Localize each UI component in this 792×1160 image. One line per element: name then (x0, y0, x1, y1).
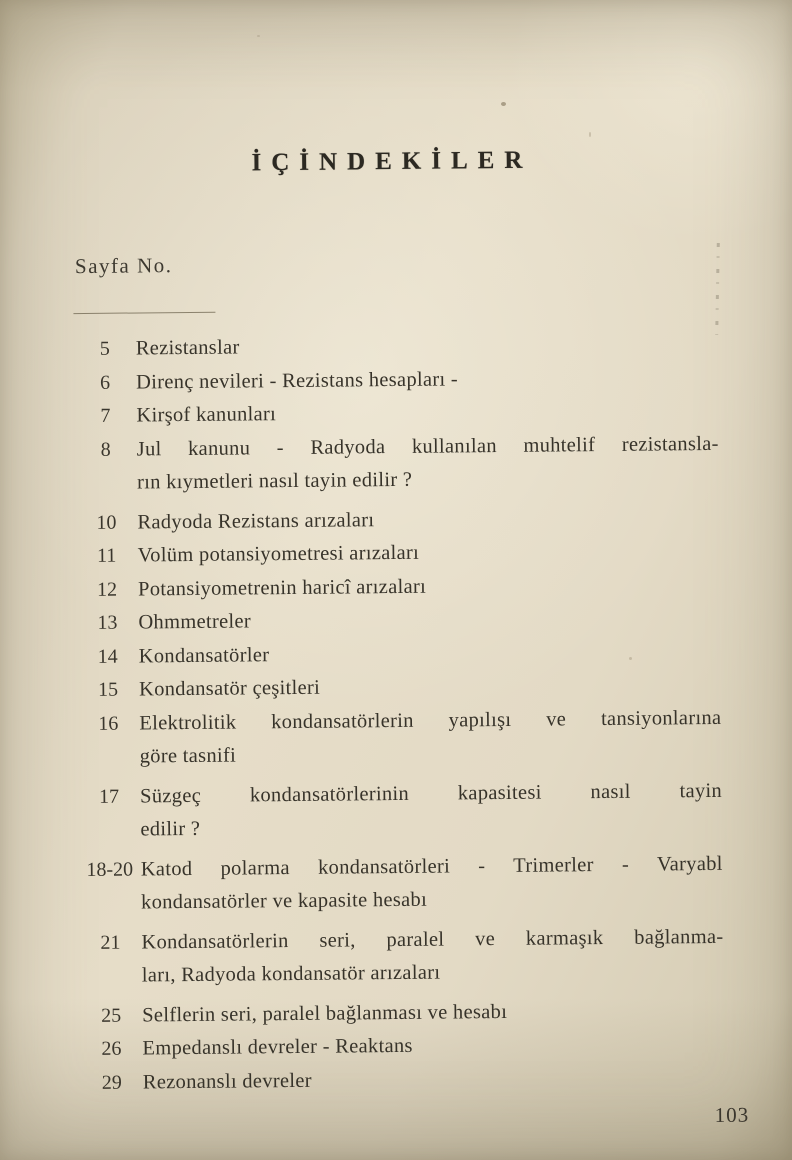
entry-title (136, 327, 718, 366)
folio-page-number: 103 (714, 1102, 750, 1127)
entry-line: Katod polarma kondansatörleri - Trimerler - Varyabl (140, 852, 723, 880)
entry-page-number: 13 (97, 611, 118, 634)
entry-line: göre tasnifi (139, 744, 237, 768)
toc-row (75, 427, 728, 500)
toc-row (79, 920, 732, 993)
entry-page-number: 29 (101, 1071, 122, 1094)
entry-page-number: 18-20 (86, 858, 134, 881)
entry-line: Kirşof kanunları (136, 403, 277, 427)
entry-page-number: 12 (96, 578, 118, 601)
entry-line: Empedanslı devreler - Reaktans (142, 1034, 413, 1060)
entry-line: rın kıymetleri nasıl tayin edilir ? (136, 468, 413, 494)
entry-page-number: 26 (101, 1037, 122, 1060)
page-title: İÇİNDEKİLER (251, 146, 533, 177)
entry-page-number: 14 (97, 645, 118, 668)
header-rule (73, 312, 215, 314)
entry-line: Jul kanunu - Radyoda kullanılan muhtelif rezistansla- (136, 432, 719, 460)
paper-speck (589, 132, 591, 137)
entry-title (139, 701, 722, 774)
entry-page-number: 16 (98, 712, 119, 735)
entry-title (143, 1060, 725, 1099)
toc-row (78, 774, 731, 847)
entry-page-number: 8 (100, 438, 111, 461)
entry-line: Kondansatör çeşitleri (138, 676, 321, 701)
entry-line: Rezistanslar (135, 336, 240, 360)
column-header-sayfa-no: Sayfa No. (74, 253, 173, 279)
entry-line: Direnç nevileri - Rezistans hesapları - (135, 367, 459, 393)
entry-title (142, 1027, 724, 1066)
entry-line: Volüm potansiyometresi arızaları (137, 541, 420, 567)
entry-page-number: 10 (96, 511, 117, 534)
toc-row (77, 701, 730, 774)
entry-title (138, 601, 720, 640)
toc-row (81, 1060, 733, 1100)
table-of-contents (74, 327, 733, 1100)
entry-line: Rezonanslı devreler (142, 1069, 312, 1093)
entry-line: Ohmmetreler (138, 610, 252, 634)
entry-line: ları, Radyoda kondansatör arızaları (141, 961, 441, 987)
paper-speck (629, 657, 632, 660)
entry-title (137, 427, 720, 500)
entry-line: Kondansatörler (138, 643, 270, 667)
entry-page-number: 5 (99, 337, 110, 360)
entry-page-number: 25 (101, 1004, 122, 1027)
entry-line: Selflerin seri, paralel bağlanması ve hesabı (142, 1000, 508, 1026)
entry-line: edilir ? (140, 817, 201, 841)
entry-line: kondansatörler ve kapasite hesabı (140, 888, 428, 914)
entry-page-number: 15 (97, 678, 119, 701)
entry-title (142, 993, 724, 1032)
entry-title (140, 774, 723, 847)
entry-title (141, 920, 724, 993)
entry-title (136, 360, 718, 399)
toc-row (79, 847, 732, 920)
entry-title (139, 634, 721, 673)
entry-page-number: 17 (98, 785, 120, 808)
entry-line: Potansiyometrenin haricî arızaları (137, 575, 427, 600)
entry-title (141, 847, 724, 920)
paper-speck (501, 102, 506, 106)
entry-title (139, 668, 721, 707)
entry-title (138, 567, 720, 606)
entry-page-number: 7 (100, 404, 111, 427)
entry-page-number: 21 (100, 931, 121, 954)
entry-line: Elektrolitik kondansatörlerin yapılışı ve tansiyonlarına (139, 706, 722, 734)
entry-title (137, 500, 719, 539)
entry-line: Süzgeç kondansatörlerinin kapasitesi nasıl tayin (139, 779, 723, 807)
entry-page-number: 6 (99, 371, 111, 394)
entry-title (138, 534, 720, 573)
entry-title (136, 394, 718, 433)
entry-page-number: 11 (97, 544, 117, 567)
paper-speck (257, 35, 260, 37)
entry-line: Radyoda Rezistans arızaları (137, 508, 375, 533)
entry-line: Kondansatörlerin seri, paralel ve karmaşık bağlanma- (141, 925, 724, 953)
